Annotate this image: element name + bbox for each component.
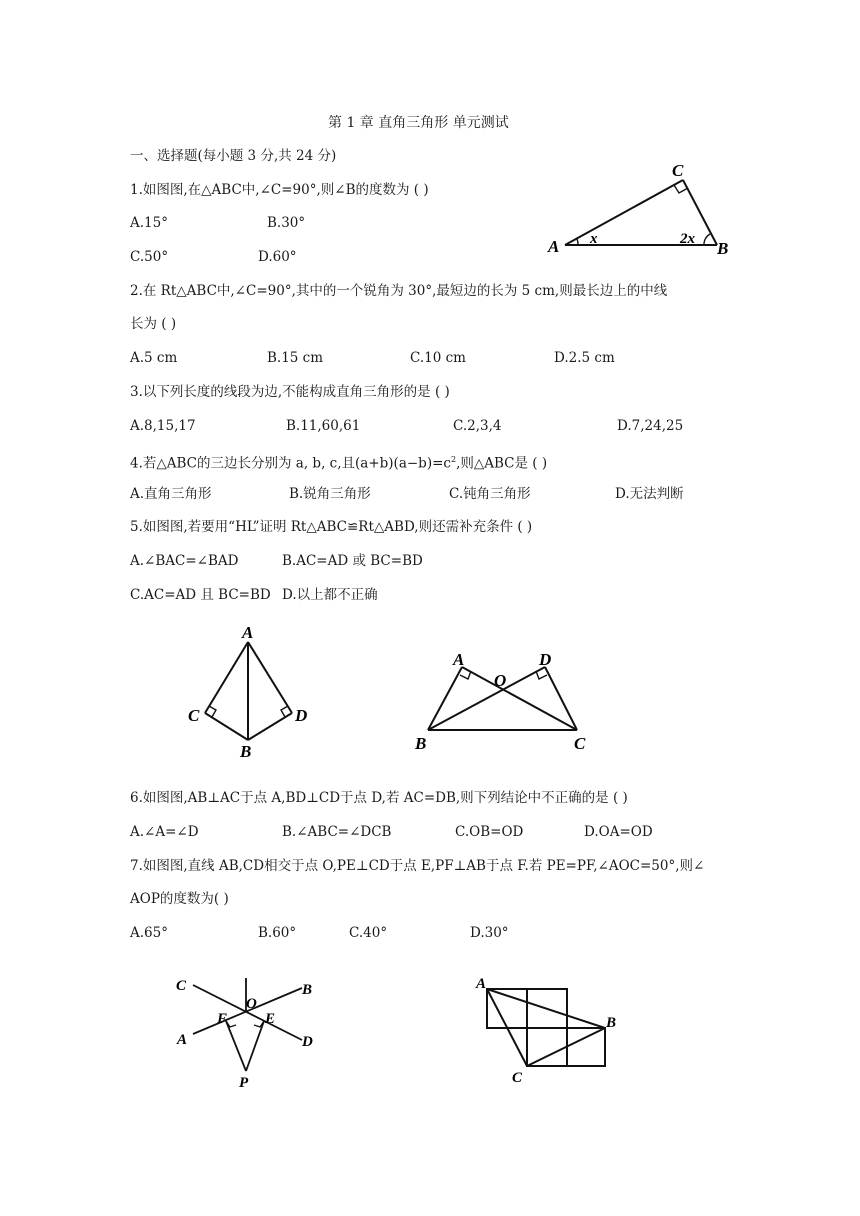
q2-option-a: A.5 cm — [130, 350, 178, 366]
q6-option-b: B.∠ABC=∠DCB — [282, 824, 392, 840]
q6-label-a: A — [453, 650, 465, 669]
q3-option-a: A.8,15,17 — [130, 418, 196, 434]
q4-option-b: B.锐角三角形 — [289, 486, 371, 502]
question-2-line-1: 2.在 Rt△ABC中,∠C=90°,其中的一个锐角为 30°,最短边的长为 5 cm,则最长边上的中线 — [130, 283, 668, 299]
q5-option-c: C.AC=AD 且 BC=BD — [130, 587, 271, 603]
q5-option-a: A.∠BAC=∠BAD — [130, 553, 239, 569]
q2-option-c: C.10 cm — [410, 350, 466, 366]
q4-option-a: A.直角三角形 — [130, 486, 212, 502]
q6-crossing-triangles-figure — [410, 645, 600, 755]
question-2-line-2: 长为 ( ) — [130, 316, 177, 332]
q6-label-b: B — [415, 734, 427, 753]
question-3-text: 3.以下列长度的线段为边,不能构成直角三角形的是 ( ) — [130, 384, 450, 400]
q1-label-c: C — [672, 161, 684, 180]
q7-label-p: P — [239, 1075, 249, 1091]
q6-option-a: A.∠A=∠D — [130, 824, 199, 840]
q5-label-a: A — [242, 623, 254, 642]
q3-option-c: C.2,3,4 — [453, 418, 502, 434]
q1-label-b: B — [717, 239, 729, 258]
q3-option-b: B.11,60,61 — [286, 418, 361, 434]
question-5-text: 5.如图图,若要用“HL”证明 Rt△ABC≌Rt△ABD,则还需补充条件 ( ) — [130, 519, 533, 535]
q7-label-b: B — [302, 982, 313, 998]
grid-label-b: B — [606, 1015, 617, 1031]
q1-option-c: C.50° — [130, 249, 169, 265]
q3-option-d: D.7,24,25 — [617, 418, 684, 434]
q6-option-d: D.OA=OD — [584, 824, 653, 840]
q6-label-o: O — [494, 671, 507, 690]
q7-label-a: A — [177, 1032, 188, 1048]
q1-option-b: B.30° — [267, 215, 306, 231]
q5-label-d: D — [295, 706, 308, 725]
q2-option-d: D.2.5 cm — [554, 350, 615, 366]
question-6-text: 6.如图图,AB⊥AC于点 A,BD⊥CD于点 D,若 AC=DB,则下列结论中不正确的是 ( ) — [130, 790, 628, 806]
q7-option-d: D.30° — [470, 925, 509, 941]
grid-label-c: C — [512, 1070, 523, 1086]
q7-option-a: A.65° — [130, 925, 168, 941]
question-1-text: 1.如图图,在△ABC中,∠C=90°,则∠B的度数为 ( ) — [130, 182, 429, 198]
q5-option-b: B.AC=AD 或 BC=BD — [282, 553, 423, 569]
q5-kite-figure — [185, 620, 325, 765]
grid-figure — [470, 965, 630, 1090]
q7-label-e: E — [265, 1011, 276, 1027]
q5-label-c: C — [188, 706, 200, 725]
page-title: 第 1 章 直角三角形 单元测试 — [328, 115, 509, 131]
q1-label-a: A — [548, 237, 560, 256]
section-heading: 一、选择题(每小题 3 分,共 24 分) — [130, 148, 337, 164]
q7-label-c: C — [176, 978, 187, 994]
question-7-line-1: 7.如图图,直线 AB,CD相交于点 O,PE⊥CD于点 E,PF⊥AB于点 F.若 PE=PF,∠AOC=50°,则∠ — [130, 858, 705, 874]
q4-option-d: D.无法判断 — [615, 486, 684, 502]
q2-option-b: B.15 cm — [267, 350, 324, 366]
q6-option-c: C.OB=OD — [455, 824, 524, 840]
q7-label-d: D — [302, 1034, 313, 1050]
q4-option-c: C.钝角三角形 — [449, 486, 531, 502]
q7-label-f: F — [217, 1011, 228, 1027]
q1-angle-2x: 2x — [680, 231, 695, 247]
question-7-line-2: AOP的度数为( ) — [130, 891, 229, 907]
q6-label-c: C — [574, 734, 586, 753]
q7-option-c: C.40° — [349, 925, 388, 941]
q1-option-a: A.15° — [130, 215, 168, 231]
grid-label-a: A — [476, 976, 487, 992]
q6-label-d: D — [539, 650, 552, 669]
q1-angle-x: x — [590, 231, 598, 247]
q5-option-d: D.以上都不正确 — [282, 587, 378, 603]
q1-option-d: D.60° — [258, 249, 297, 265]
q5-label-b: B — [240, 742, 252, 761]
q1-triangle-figure — [540, 160, 740, 260]
q7-option-b: B.60° — [258, 925, 297, 941]
q7-label-o: O — [246, 996, 257, 1012]
q7-intersecting-lines-figure — [170, 970, 330, 1095]
question-4-text: 4.若△ABC的三边长分别为 a, b, c,且$(a+b)(a-b)=c^2$,则△ABC是 ( ) — [130, 455, 548, 472]
